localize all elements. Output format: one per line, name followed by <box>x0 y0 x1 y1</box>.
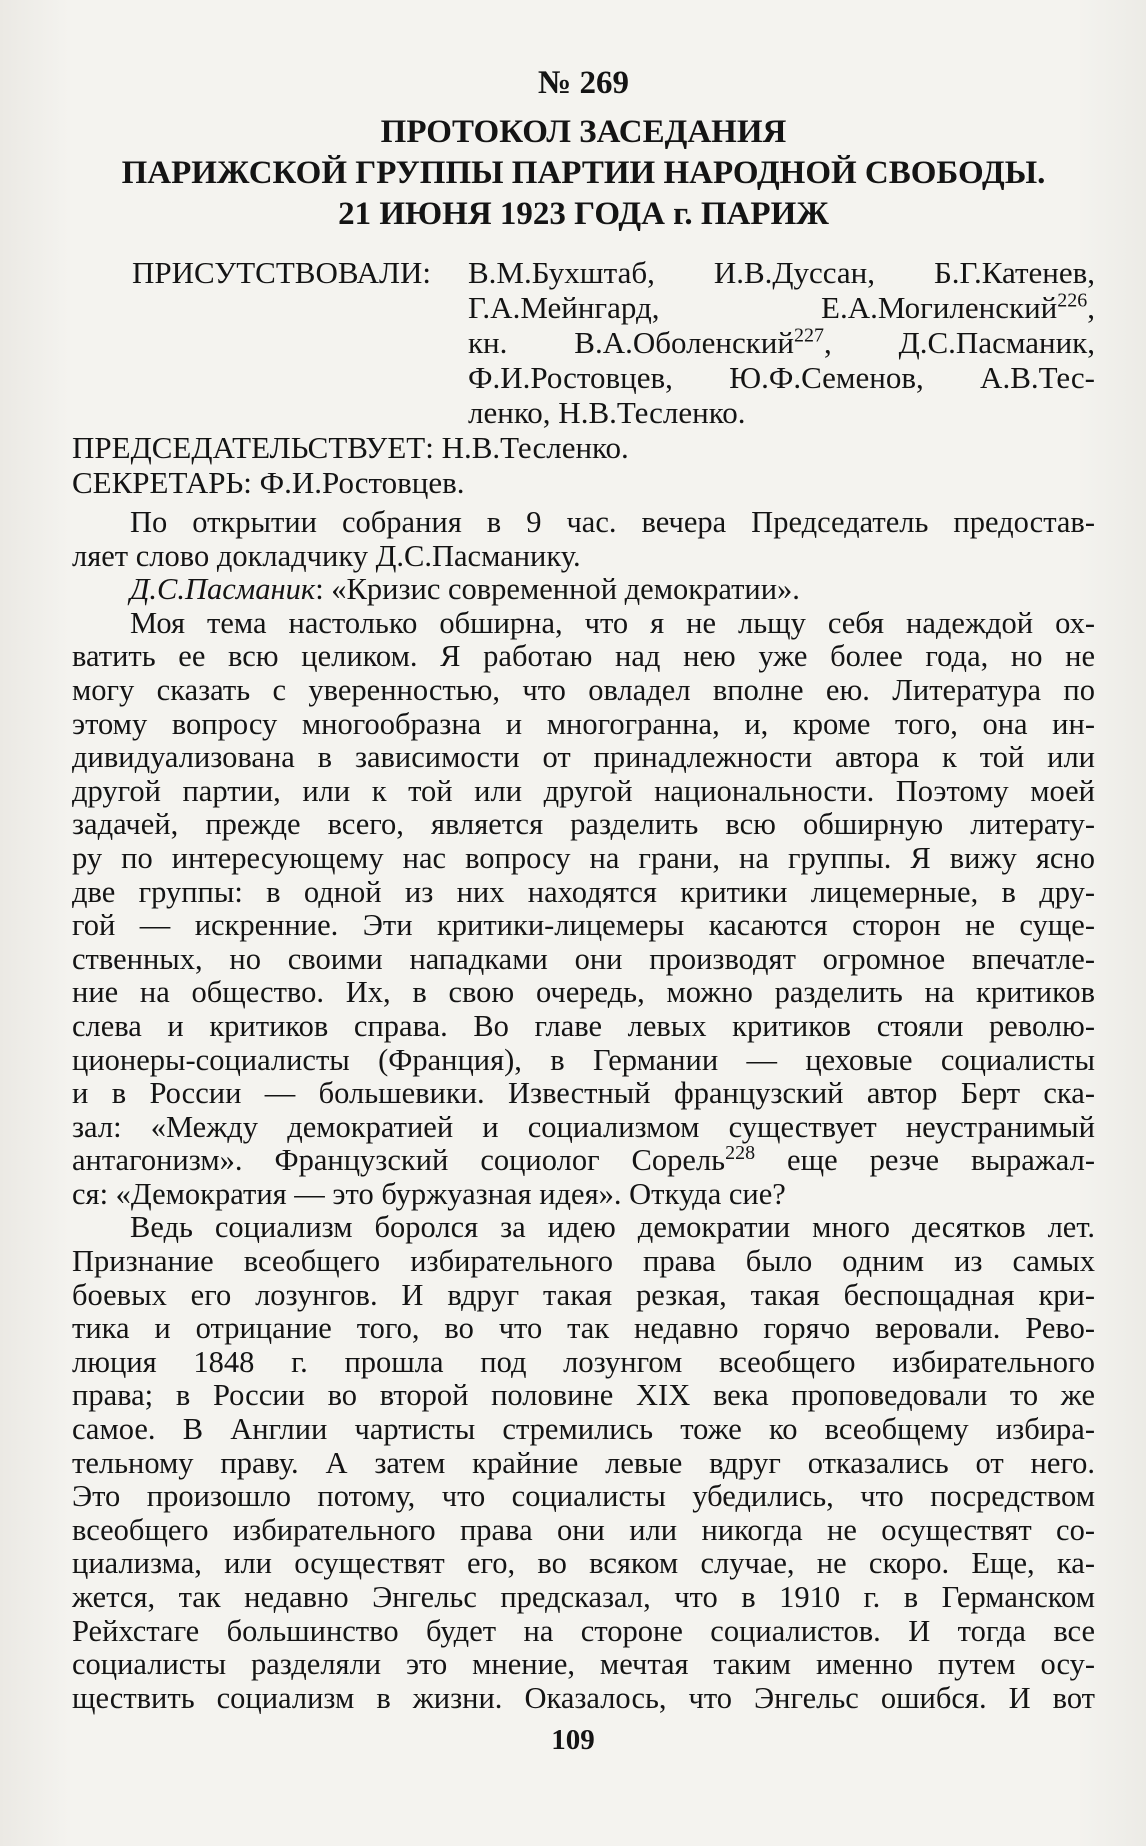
page-content <box>72 62 1095 1715</box>
title-line: ПАРИЖСКОЙ ГРУППЫ ПАРТИИ НАРОДНОЙ СВОБОДЫ. <box>121 155 1046 191</box>
attendee-line: ленко, Н.В.Тесленко. <box>468 395 746 430</box>
text-line: зал: «Между демократией и социализмом существует неустранимый <box>72 1109 1095 1144</box>
text-line: этому вопросу многообразна и многогранна, и, кроме того, она ин- <box>72 706 1095 741</box>
text-line: всеобщего избирательного права они или никогда не осуществят со- <box>72 1512 1095 1547</box>
speaker-name: Д.С.Пасманик <box>130 572 316 607</box>
title-line: ПРОТОКОЛ ЗАСЕДАНИЯ <box>380 114 787 150</box>
text-line: тельному праву. А затем крайние левые вдруг отказались от него. <box>72 1445 1095 1480</box>
attendees-block <box>72 255 1095 430</box>
document-title <box>72 112 1095 235</box>
text-line: самое. В Англии чартисты стремились тоже ко всеобщему избира- <box>72 1412 1095 1447</box>
text-line: циализма, или осуществят его, во всяком случае, не скоро. Еще, ка- <box>72 1546 1095 1581</box>
text-segment: антагонизм». Французский социолог Сорель <box>72 1143 726 1178</box>
opening-paragraph <box>72 506 1095 607</box>
text-line: могу сказать с уверенностью, что овладел вполне ею. Литература по <box>72 672 1095 707</box>
document-number: № 269 <box>538 65 629 101</box>
speech-paragraph-1 <box>72 607 1095 1212</box>
text-line: боевых его лозунгов. И вдруг такая резкая, такая беспощадная кри- <box>72 1277 1095 1312</box>
speaker-line <box>72 573 1095 607</box>
text-line: Признание всеобщего избирательного права было одним из самых <box>72 1244 1095 1279</box>
text-segment: еще резче выражал- <box>755 1143 1095 1178</box>
attendee-text: , Д.С.Пасманик, <box>823 325 1095 360</box>
text-line: тика и отрицание того, во что так недавно горячо веровали. Рево- <box>72 1311 1095 1346</box>
page-number: 109 <box>551 1724 595 1756</box>
attendee-line: Г.А.Мейнгард, Е.А.Могиленский$^{226}$, <box>468 289 1095 325</box>
text-line: другой партии, или к той или другой национальности. Поэтому моей <box>72 773 1095 808</box>
text-line: гой — искренние. Эти критики-лицемеры касаются сторон не суще- <box>72 908 1095 943</box>
text-line <box>72 1144 1095 1178</box>
text-line: жется, так недавно Энгельс предсказал, что в 1910 г. в Германском <box>72 1580 1095 1614</box>
text-line: Моя тема настолько обширна, что я не льщу себя надеждой ох- <box>130 605 1095 640</box>
text-line: По открытии собрания в 9 час. вечера Председатель предостав- <box>130 505 1095 539</box>
attendee-line <box>468 325 1095 360</box>
attendee-line: Ф.И.Ростовцев, Ю.Ф.Семенов, А.В.Тес- <box>468 360 1095 395</box>
present-label: ПРИСУТСТВОВАЛИ: <box>132 255 431 290</box>
text-line: Ведь социализм боролся за идею демократии много десятков лет. <box>130 1210 1095 1245</box>
text-line: ществить социализм в жизни. Оказалось, что Энгельс ошибся. И вот <box>72 1680 1095 1715</box>
text-line: слева и критиков справа. Во главе левых критиков стояли револю- <box>72 1008 1095 1043</box>
text-line: ние на общество. Их, в свою очередь, можно разделить на критиков <box>72 975 1095 1010</box>
text-line: дивидуализована в зависимости от принадлежности автора к той или <box>72 740 1095 775</box>
text-line: ся: «Демократия — это буржуазная идея». Откуда сие? <box>72 1176 786 1211</box>
footnote-ref: 226 <box>1057 289 1088 312</box>
chair-line: ПРЕДСЕДАТЕЛЬСТВУЕТ: Н.В.Тесленко. <box>72 430 629 465</box>
text-line: люция 1848 г. прошла под лозунгом всеобщего избирательного <box>72 1344 1095 1379</box>
attendee-line: В.М.Бухштаб, И.В.Дуссан, Б.Г.Катенев, <box>468 255 1095 290</box>
text-line: социалисты разделяли это мнение, мечтая таким именно путем осу- <box>72 1647 1095 1682</box>
text-line: и в России — большевики. Известный французский автор Берт ска- <box>72 1076 1095 1111</box>
text-line: ру по интересующему нас вопросу на грани, на группы. Я вижу ясно <box>72 840 1095 875</box>
speech-paragraph-2 <box>72 1211 1095 1715</box>
text-line: две группы: в одной из них находятся критики лицемерные, в дру- <box>72 874 1095 909</box>
secretary-line: СЕКРЕТАРЬ: Ф.И.Ростовцев. <box>72 465 465 500</box>
attendee-names <box>468 255 1095 430</box>
text-line: ционеры-социалисты (Франция), в Германии — цеховые социалисты <box>72 1042 1095 1077</box>
speaker-topic: : «Кризис современной демократии». <box>315 572 800 607</box>
text-line: задачей, прежде всего, является разделить всю обширную литерату- <box>72 807 1095 842</box>
text-line: ватить ее всю целиком. Я работаю над нею уже более года, но не <box>72 639 1095 674</box>
text-line: Рейхстаге большинство будет на стороне социалистов. И тогда все <box>72 1613 1095 1648</box>
text-line: ляет слово докладчику Д.С.Пасманику. <box>72 538 581 573</box>
attendee-text: Г.А.Мейнгард, Е.А.Могиленский <box>468 290 1058 325</box>
text-line: ственных, но своими нападками они производят огромное впечатле- <box>72 941 1095 976</box>
footnote-ref: 228 <box>725 1142 756 1165</box>
footnote-ref: 227 <box>793 324 824 347</box>
attendee-text: кн. В.А.Оболенский <box>468 325 794 360</box>
text-line: Это произошло потому, что социалисты убедились, что посредством <box>72 1479 1095 1514</box>
text-line: права; в России во второй половине XIX века проповедовали то же <box>72 1378 1095 1413</box>
title-line: 21 ИЮНЯ 1923 ГОДА г. ПАРИЖ <box>338 196 829 232</box>
